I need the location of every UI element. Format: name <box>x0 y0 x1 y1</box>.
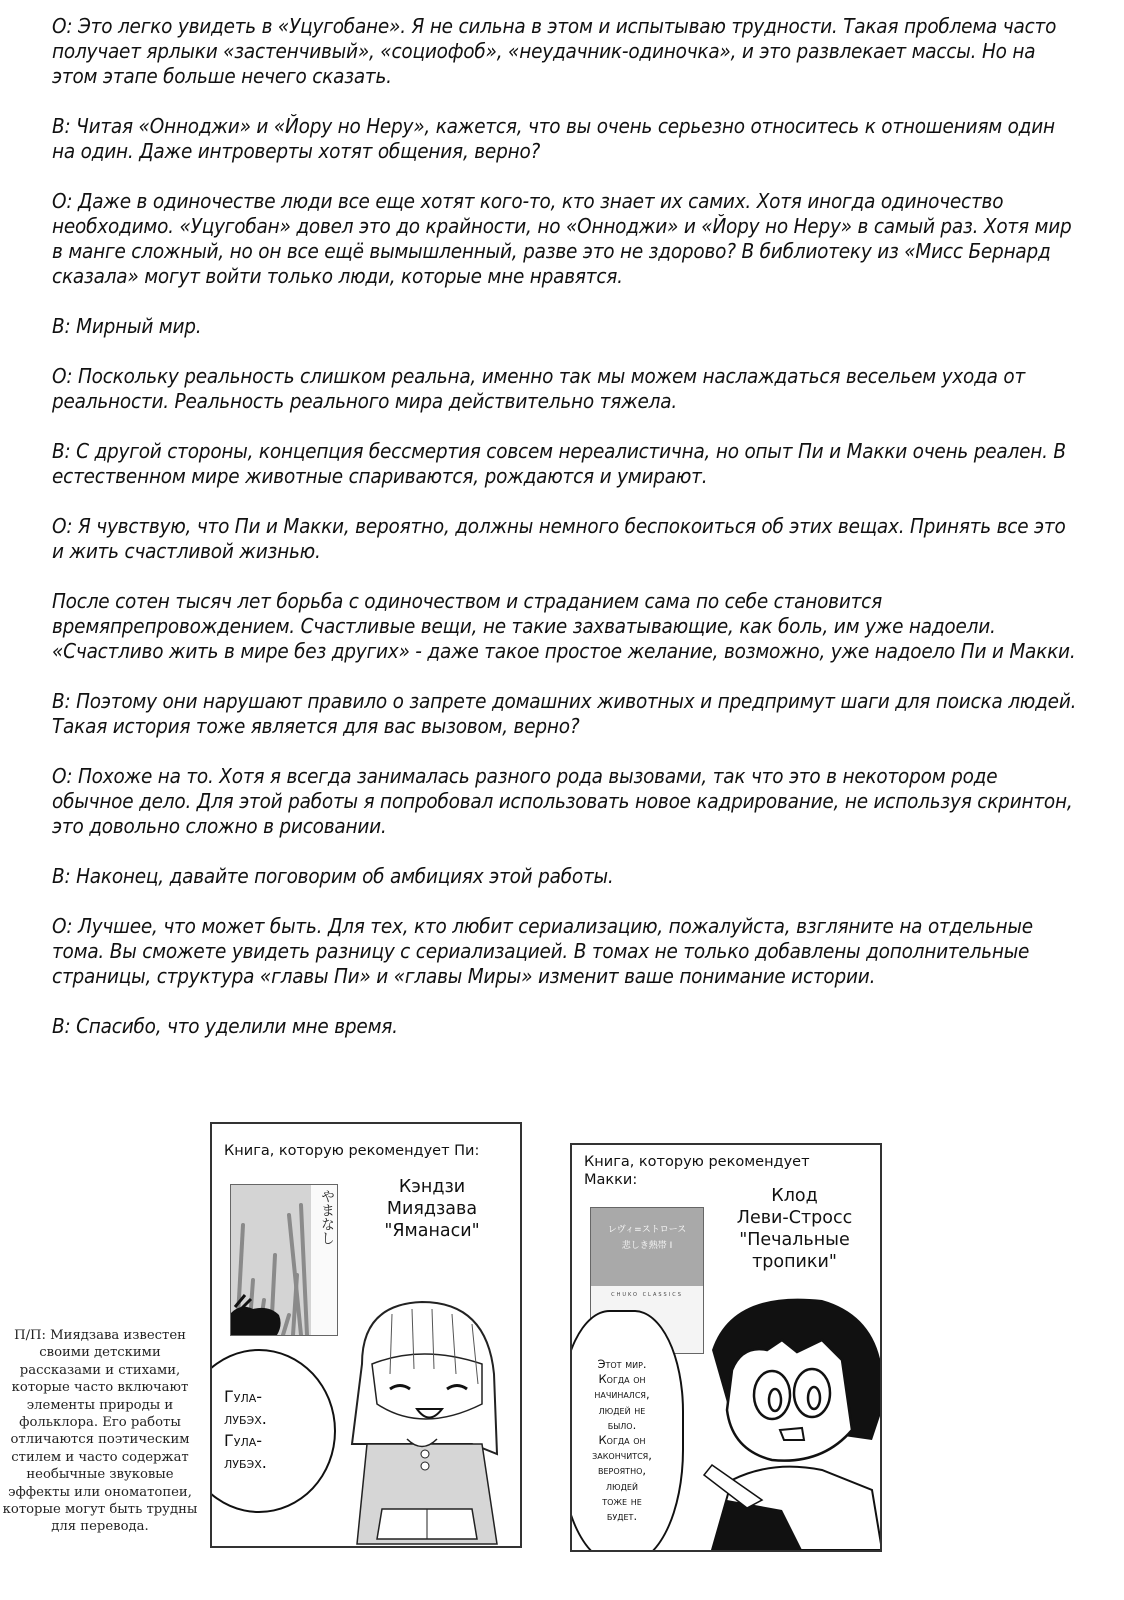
girl-character-illustration-icon <box>322 1294 522 1548</box>
paragraph: В: С другой стороны, концепция бессмертия совсем нереалистична, но опыт Пи и Макки очень реален. В естественном мире животные спариваются, рождаются и умирают. <box>52 439 1066 488</box>
bubble-line: Этот мир. <box>597 1357 647 1371</box>
recommendation-label: Книга, которую рекомендует Пи: <box>224 1143 480 1159</box>
bubble-line: людей <box>606 1478 638 1493</box>
book-title <box>352 1176 512 1242</box>
boy-character-illustration-icon <box>672 1290 882 1550</box>
book-author-first: Кэндзи <box>398 1177 466 1197</box>
cover-title-line: 悲しき熱帯 I <box>621 1241 673 1251</box>
book-name: "Печальные <box>739 1230 850 1250</box>
manga-panel-pi <box>210 1122 522 1548</box>
paragraph: О: Поскольку реальность слишком реальна, именно так мы можем наслаждаться весельем ухода от реальности. Реальность реального мира действительно тяжела. <box>52 364 1026 413</box>
paragraph: В: Читая «Онноджи» и «Йору но Неру», кажется, что вы очень серьезно относитесь к отношениям один на один. Даже интроверты хотят общения, верно? <box>52 114 1055 163</box>
bubble-line: Гула- <box>224 1387 263 1406</box>
paragraph: О: Лучшее, что может быть. Для тех, кто любит сериализацию, пожалуйста, взгляните на отдельные тома. Вы сможете увидеть разницу с сериализацией. В томах не только добавлены дополнительные страницы, структура «главы Пи» и «главы Миры» изменит ваше понимание истории. <box>52 914 1033 988</box>
bubble-line: лубэх. <box>224 1453 267 1472</box>
paragraph: В: Мирный мир. <box>52 314 202 338</box>
bubble-line: лубэх. <box>224 1409 267 1428</box>
paragraph: О: Даже в одиночестве люди все еще хотят кого-то, кто знает их самих. Хотя иногда одиночество необходимо. «Уцугобан» довел это до крайности, но «Онноджи» и «Йору но Неру» в самый раз. Хотя мир в манге сложный, но он все ещё вымышленный, разве это не здорово? В библиотеку из «Мисс Бернард сказала» могут войти только люди, которые мне нравятся. <box>52 189 1072 288</box>
paragraph: В: Спасибо, что уделили мне время. <box>52 1014 398 1038</box>
book-name: "Яманаси" <box>384 1221 480 1241</box>
speech-bubble-text <box>574 1357 670 1524</box>
paragraph: В: Поэтому они нарушают правило о запрете домашних животных и предпримут шаги для поиска людей. Такая история тоже является для вас вызовом, верно? <box>52 689 1077 738</box>
book-title <box>712 1185 877 1273</box>
label-line: Макки: <box>584 1172 638 1188</box>
paragraph: О: Похоже на то. Хотя я всегда занималась разного рода вызовами, так что это в некотором роде обычное дело. Для этой работы я попробовал использовать новое кадрирование, не используя скринтон, это довольно сложно в рисовании. <box>52 764 1073 838</box>
bubble-line: начинался, <box>594 1387 650 1402</box>
book-author-first: Клод <box>771 1186 818 1206</box>
cover-title-line: レヴィ=ストロース <box>607 1225 687 1235</box>
bubble-line: вероятно, <box>597 1463 647 1478</box>
recommendation-label <box>584 1153 810 1189</box>
paragraph: О: Это легко увидеть в «Уцугобане». Я не сильна в этом и испытываю трудности. Такая проблема часто получает ярлыки «застенчивый», «социофоб», «неудачник-одиночка», и это развлекает массы. Но на этом этапе больше нечего сказать. <box>52 14 1057 88</box>
interview-text <box>52 14 1082 1064</box>
bubble-line: людей не <box>598 1402 646 1417</box>
bubble-line: было. <box>607 1417 637 1432</box>
bubble-line: Когда он <box>598 1433 646 1448</box>
paragraph: После сотен тысяч лет борьба с одиночеством и страданием сама по себе становится времяпрепровождением. Счастливые вещи, не такие захватывающие, как боль, им уже надоели. «Счастливо жить в мире без других» - даже такое простое желание, возможно, уже надоело Пи и Макки. <box>52 589 1076 663</box>
cover-series: CHUKO CLASSICS <box>611 1292 683 1298</box>
bubble-line: будет. <box>606 1509 638 1524</box>
paragraph: О: Я чувствую, что Пи и Макки, вероятно, должны немного беспокоиться об этих вещах. Принять все это и жить счастливой жизнью. <box>52 514 1066 563</box>
label-line: Книга, которую рекомендует <box>584 1154 810 1170</box>
bubble-line: Когда он <box>598 1372 646 1387</box>
book-author-last: Миядзава <box>386 1199 478 1219</box>
book-name: тропики" <box>752 1252 837 1272</box>
bubble-line: закончится, <box>592 1448 652 1463</box>
cover-title: やまなし <box>319 1189 335 1245</box>
translator-note: П/П: Миядзава известен своими детскими рассказами и стихами, которые часто включают элементы природы и фольклора. Его работы отличаются поэтическим стилем и часто содержат необычные звуковые эффекты или ономатопеи, которые могут быть трудны для перевода. <box>2 1328 198 1535</box>
bubble-line: Гула- <box>224 1431 263 1450</box>
book-author-last: Леви-Стросс <box>736 1208 853 1228</box>
paragraph: В: Наконец, давайте поговорим об амбициях этой работы. <box>52 864 614 888</box>
bubble-line: тоже не <box>602 1493 642 1508</box>
manga-panel-makki <box>570 1143 882 1552</box>
speech-bubble-text <box>224 1386 304 1474</box>
cover-title <box>591 1222 703 1254</box>
